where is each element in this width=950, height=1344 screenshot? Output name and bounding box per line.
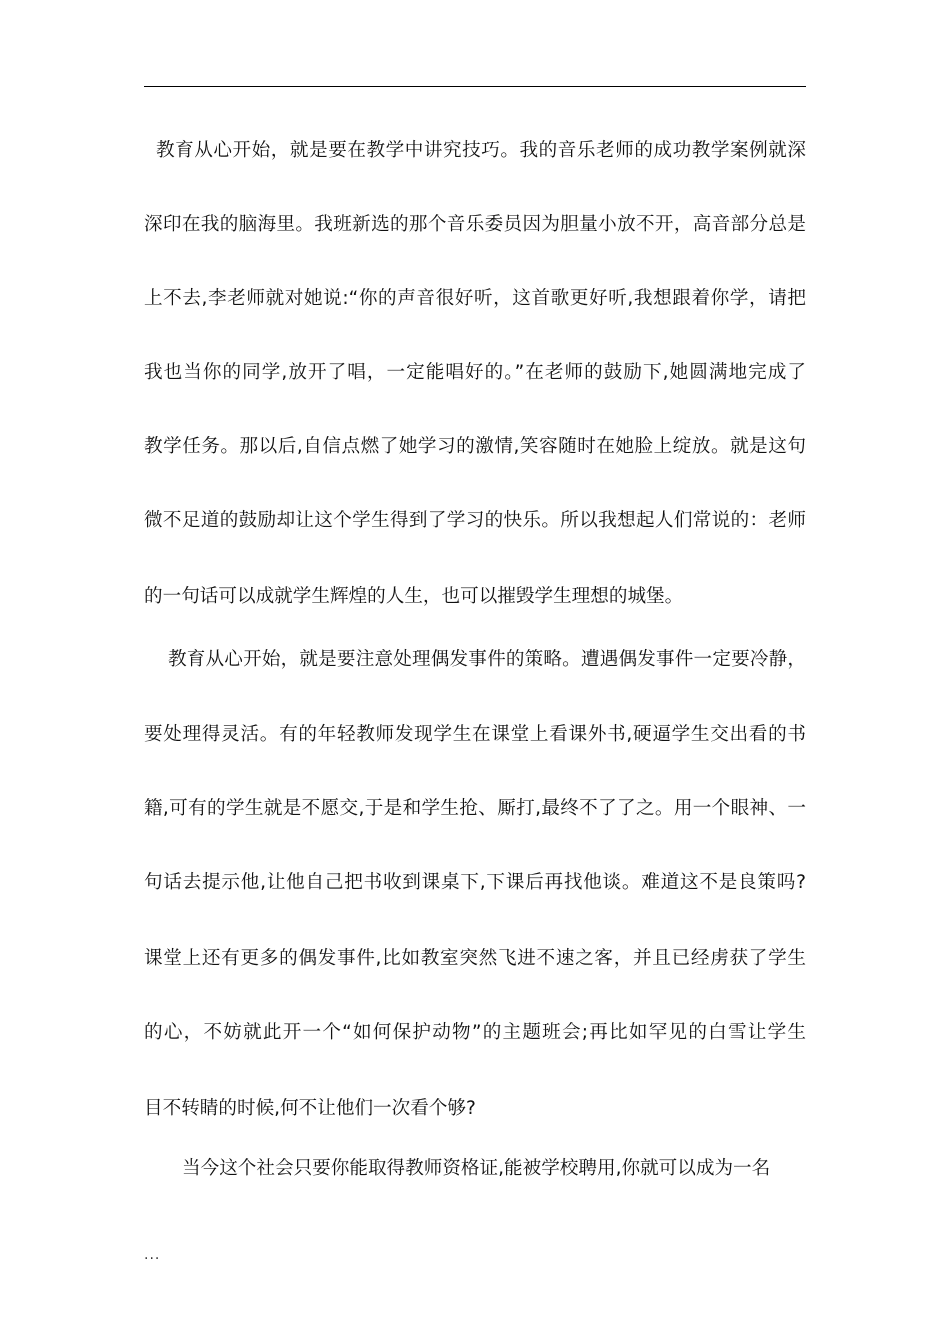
paragraph-2-line-3: 籍,可有的学生就是不愿交,于是和学生抢、厮打,最终不了了之。用一个眼神、一	[144, 798, 806, 819]
paragraph-2-line-6: 的心，不妨就此开一个“如何保护动物”的主题班会;再比如罕见的白雪让学生	[144, 1022, 806, 1043]
paragraph-2-line-5: 课堂上还有更多的偶发事件,比如教室突然飞进不速之客，并且已经虏获了学生	[144, 948, 806, 969]
paragraph-1-line-5: 教学任务。那以后,自信点燃了她学习的激情,笑容随时在她脸上绽放。就是这句	[144, 436, 806, 457]
paragraph-1-line-2: 深印在我的脑海里。我班新选的那个音乐委员因为胆量小放不开，高音部分总是	[144, 214, 806, 235]
paragraph-1-line-6: 微不足道的鼓励却让这个学生得到了学习的快乐。所以我想起人们常说的：老师	[144, 510, 806, 531]
header-rule	[144, 86, 806, 87]
paragraph-1-line-1: 教育从心开始，就是要在教学中讲究技巧。我的音乐老师的成功教学案例就深	[156, 140, 806, 161]
paragraph-1-line-4: 我也当你的同学,放开了唱，一定能唱好的。”在老师的鼓励下,她圆满地完成了	[144, 362, 806, 383]
continuation-ellipsis: ...	[144, 1247, 161, 1263]
paragraph-1-line-3: 上不去,李老师就对她说:“你的声音很好听，这首歌更好听,我想跟着你学，请把	[144, 288, 806, 309]
paragraph-2-line-1: 教育从心开始，就是要注意处理偶发事件的策略。遭遇偶发事件一定要冷静，	[168, 649, 806, 670]
paragraph-1-line-7: 的一句话可以成就学生辉煌的人生，也可以摧毁学生理想的城堡。	[144, 586, 684, 607]
paragraph-3-line-1: 当今这个社会只要你能取得教师资格证,能被学校聘用,你就可以成为一名	[182, 1158, 771, 1179]
paragraph-2-line-7: 目不转睛的时候,何不让他们一次看个够?	[144, 1098, 476, 1119]
paragraph-2-line-2: 要处理得灵活。有的年轻教师发现学生在课堂上看课外书,硬逼学生交出看的书	[144, 724, 806, 745]
paragraph-2-line-4: 句话去提示他,让他自己把书收到课桌下,下课后再找他谈。难道这不是良策吗?	[144, 872, 806, 893]
